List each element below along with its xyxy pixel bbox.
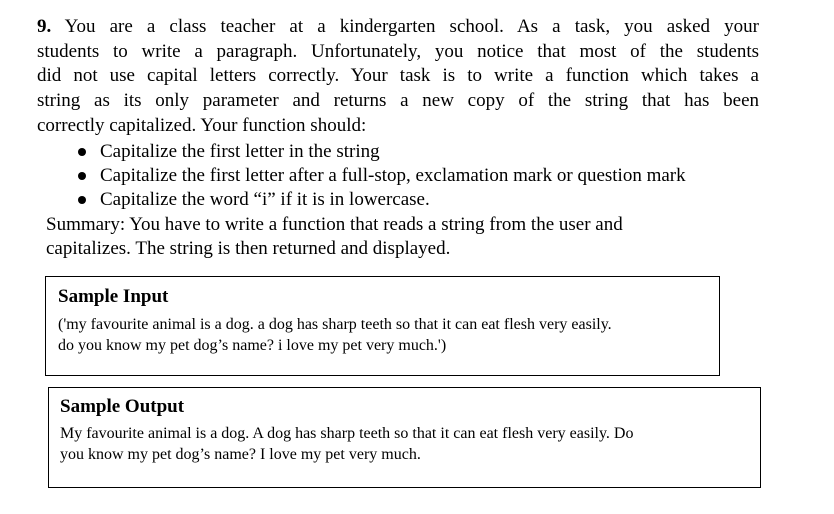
bullet-icon	[78, 172, 86, 180]
requirement-text: Capitalize the first letter in the string	[100, 141, 380, 162]
sample-output-title: Sample Output	[60, 396, 185, 417]
question-line: correctly capitalized. Your function should:	[37, 114, 367, 136]
sample-input-line: ('my favourite animal is a dog. a dog has sharp teeth so that it can eat flesh very easily.	[58, 316, 612, 333]
sample-output-box	[48, 387, 761, 488]
summary-line: Summary: You have to write a function that reads a string from the user and	[46, 214, 623, 235]
summary-paragraph	[46, 213, 746, 261]
bullet-icon	[78, 148, 86, 156]
sample-input-title: Sample Input	[58, 286, 169, 307]
question-line: did not use capital letters correctly. Your task is to write a function which takes a	[37, 65, 759, 87]
sample-input-line: do you know my pet dog’s name? i love my pet very much.')	[58, 337, 447, 354]
requirements-list	[76, 140, 776, 212]
requirement-text: Capitalize the word “i” if it is in lowercase.	[100, 189, 430, 210]
question-line	[37, 15, 759, 40]
question-number: 9.	[37, 16, 52, 37]
requirement-text: Capitalize the first letter after a full-stop, exclamation mark or question mark	[100, 165, 686, 186]
requirement-item	[76, 164, 776, 188]
sample-input-text	[58, 314, 612, 356]
sample-output-text	[60, 423, 633, 465]
question-paragraph	[37, 15, 759, 139]
bullet-icon	[78, 196, 86, 204]
sample-output-line: you know my pet dog’s name? I love my pet very much.	[60, 446, 421, 463]
summary-line: capitalizes. The string is then returned and displayed.	[46, 238, 451, 259]
requirement-item	[76, 140, 776, 164]
sample-output-line: My favourite animal is a dog. A dog has sharp teeth so that it can eat flesh very easily. Do	[60, 425, 634, 442]
question-line: students to write a paragraph. Unfortunately, you notice that most of the students	[37, 40, 759, 62]
question-text: You are a class teacher at a kindergarten school. As a task, you asked your	[64, 16, 759, 37]
question-line: string as its only parameter and returns a new copy of the string that has been	[37, 90, 759, 112]
requirement-item	[76, 188, 776, 212]
sample-input-box	[45, 276, 720, 376]
